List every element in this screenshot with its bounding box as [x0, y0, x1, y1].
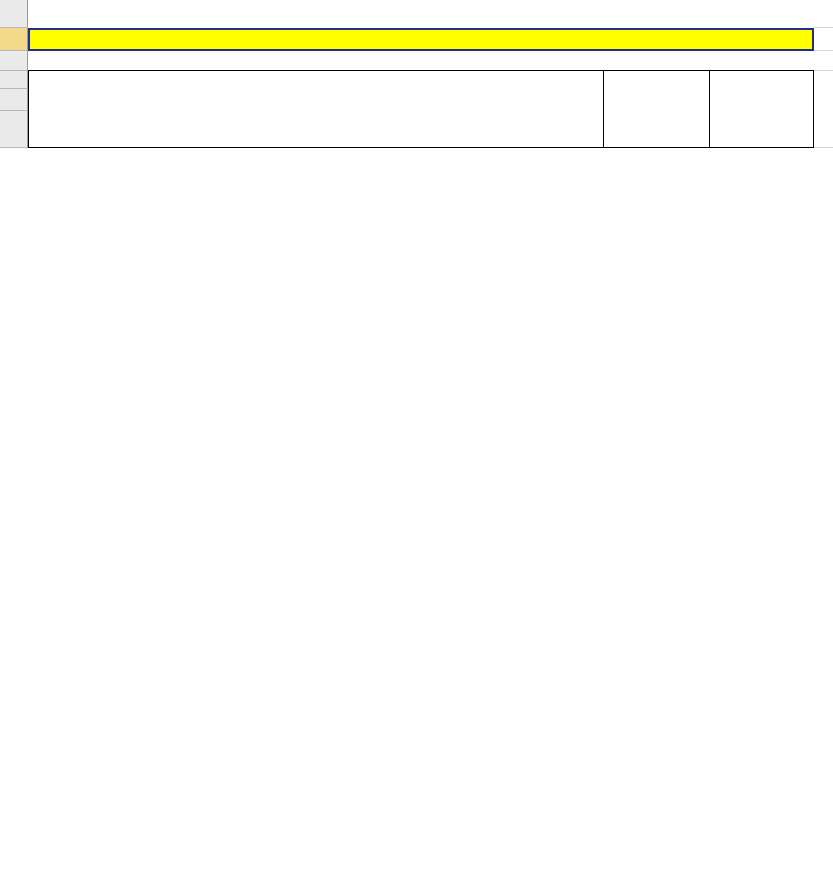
empty-cell[interactable]	[814, 28, 833, 51]
empty-cell[interactable]	[814, 71, 833, 148]
empty-cell[interactable]	[814, 51, 833, 71]
title-cell[interactable]	[28, 0, 814, 28]
header-name	[29, 71, 603, 147]
header-plan-cell[interactable]	[604, 71, 710, 148]
row-3	[0, 51, 833, 71]
row-header[interactable]	[0, 28, 28, 51]
empty-cell[interactable]	[814, 0, 833, 28]
page-title	[28, 0, 814, 28]
row-header[interactable]	[0, 71, 28, 89]
header-name-cell[interactable]	[28, 71, 604, 148]
header-block	[0, 71, 833, 148]
row-header[interactable]	[0, 111, 28, 148]
date-cell[interactable]	[28, 28, 814, 51]
report-date	[30, 30, 812, 49]
row-1	[0, 0, 833, 28]
units-label	[28, 51, 814, 53]
row-header[interactable]	[0, 89, 28, 111]
row-2	[0, 28, 833, 51]
header-fact-cell[interactable]	[710, 71, 814, 148]
row-header[interactable]	[0, 0, 28, 28]
units-cell[interactable]	[28, 51, 814, 71]
row-header[interactable]	[0, 51, 28, 71]
